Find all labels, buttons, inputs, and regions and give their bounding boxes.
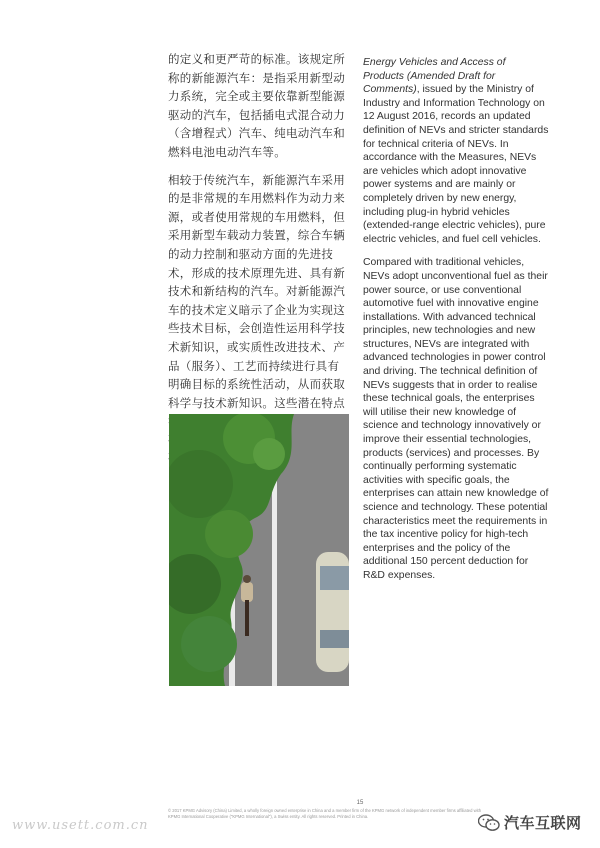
chinese-column <box>168 50 350 477</box>
wechat-icon <box>478 814 500 832</box>
legal-notice: © 2017 KPMG Advisory (China) Limited, a wholly foreign owned enterprise in China and a member firm of the KPMG network of independent member firms affiliated with KPMG International Cooperative ("KPMG International"), a Swiss entity. All rights reserved. Printed in China. <box>168 808 482 819</box>
watermark-brand-text: 汽车互联网 <box>504 814 582 832</box>
document-title: Energy Vehicles and Access of Products (Amended Draft for Comments) <box>363 57 506 96</box>
zh-paragraph-1: 的定义和更严苛的标准。该规定所称的新能源汽车：是指采用新型动力系统，完全或主要依靠新型能源驱动的汽车，包括插电式混合动力（含增程式）汽车、纯电动汽车和燃料电池电动汽车等。 <box>168 52 345 159</box>
english-column <box>363 56 549 593</box>
cyclist-road-photo <box>169 414 349 686</box>
en-paragraph-1 <box>363 56 549 246</box>
watermark-brand <box>478 812 582 833</box>
en-paragraph-1-text: , issued by the Ministry of Industry and Information Technology on 12 August 2016, records an updated definition of NEVs and stricter standards for technical criteria of NEVs. In accordance with the Measures, NEVs are vehicles which adopt innovative power systems and are mainly or completely driven by new energy, including plug-in hybrid vehicles (extended-range electric vehicles), pure electric vehicles, and fuel cell vehicles. <box>363 84 549 245</box>
en-paragraph-2: Compared with traditional vehicles, NEVs adopt unconventional fuel as their power source, or use conventional automotive fuel with innovative engine installations. With advanced technical principles, new technologies and new structures, NEVs are integrated with advanced technologies in power control and driving. The technical definition of NEVs suggests that in order to realise these technical goals, the enterprises will utilise their new knowledge of science and technology innovatively or improve their essential technologies, products (services) and processes. By continually performing systematic activities with specific goals, the enterprises can attain new knowledge of science and technology. These potential characteristics meet the requirements in the tax incentive policy for high-tech enterprises and the policy of the additional 150 percent deduction for R&D expenses. <box>363 257 549 581</box>
zh-paragraph-2: 相较于传统汽车，新能源汽车采用的是非常规的车用燃料作为动力来源，或者使用常规的车用燃料，但采用新型车载动力装置，综合车辆的动力控制和驱动方面的先进技术，形成的技术原理先进、具有新技术和新结构的汽车。对新能源汽车的技术定义暗示了企业为实现这些技术目标，会创造性运用科学技术新知识，或实质性改进技术、产品（服务）、工艺而持续进行具有明确目标的系统性活动，从而获取科学与技术新知识。这些潜在特点 <box>168 172 345 410</box>
page-number: 15 <box>356 800 364 806</box>
watermark-url: www.usett.com.cn <box>12 818 149 833</box>
